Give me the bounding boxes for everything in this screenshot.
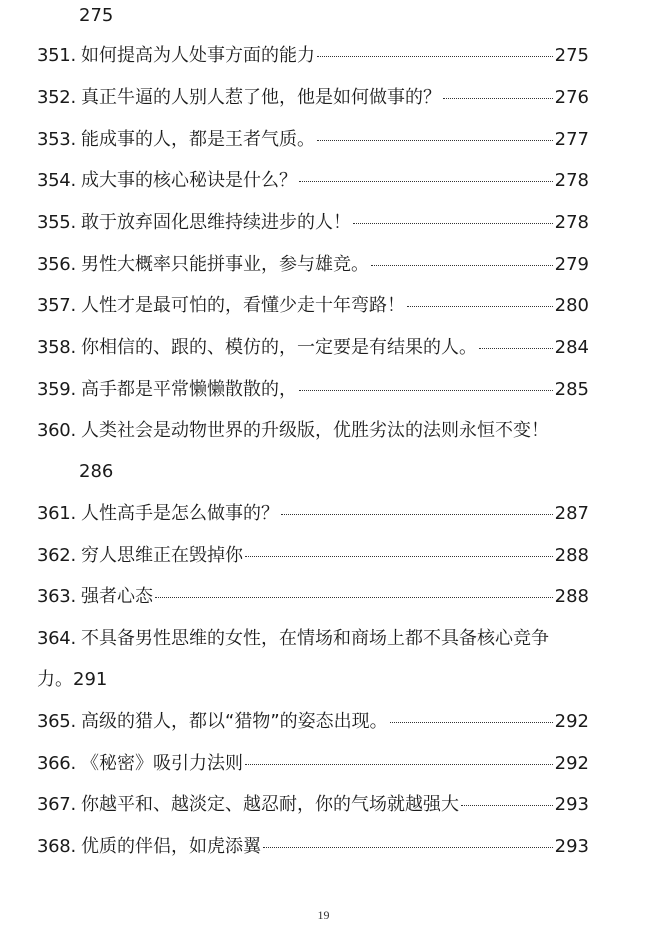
toc-entry-number: 359.	[37, 379, 76, 400]
toc-entry-title: 男性大概率只能拼事业，参与雄竞。	[81, 254, 369, 275]
dot-leader	[299, 390, 553, 391]
dot-leader	[245, 764, 553, 765]
toc-entry-number: 367.	[37, 794, 76, 815]
toc-entry[interactable]	[37, 582, 589, 612]
toc-entry-title: 高级的猎人，都以“猎物”的姿态出现。	[81, 711, 388, 732]
toc-entry-title-continued: 力。	[37, 669, 73, 690]
toc-entry-title: 能成事的人，都是王者气质。	[81, 129, 315, 150]
dot-leader	[407, 306, 553, 307]
toc-entry[interactable]	[37, 166, 589, 196]
toc-entry-page: 292	[554, 753, 589, 774]
toc-entry-page: 288	[554, 545, 589, 566]
toc-entry-page: 278	[554, 212, 589, 233]
toc-entry-number: 360.	[37, 420, 76, 441]
toc-entry-title: 成大事的核心秘诀是什么？	[81, 170, 297, 191]
toc-entry-number: 361.	[37, 503, 76, 524]
toc-entry-number: 365.	[37, 711, 76, 732]
toc-entry-number: 357.	[37, 295, 76, 316]
toc-entry-page: 292	[554, 711, 589, 732]
toc-entry-page: 286	[79, 461, 114, 482]
toc-entry[interactable]	[37, 749, 589, 779]
toc-entry-title: 人类社会是动物世界的升级版，优胜劣汰的法则永恒不变！	[81, 420, 549, 441]
toc-entry-title: 《秘密》吸引力法则	[81, 753, 243, 774]
dot-leader	[390, 722, 553, 723]
toc-entry-title: 不具备男性思维的女性，在情场和商场上都不具备核心竞争	[81, 628, 549, 649]
toc-entry-title: 高手都是平常懒懒散散的，	[81, 379, 297, 400]
toc-entry-title: 敢于放弃固化思维持续进步的人！	[81, 212, 351, 233]
toc-entry-title: 人性高手是怎么做事的？	[81, 503, 279, 524]
toc-entry[interactable]	[37, 707, 589, 737]
toc-entry-number: 352.	[37, 87, 76, 108]
toc-entry-number: 353.	[37, 129, 76, 150]
toc-entry[interactable]	[37, 790, 589, 820]
toc-entry-number: 354.	[37, 170, 76, 191]
dot-leader	[461, 805, 553, 806]
toc-entry-number: 366.	[37, 753, 76, 774]
toc-entry-title: 你相信的、跟的、模仿的，一定要是有结果的人。	[81, 337, 477, 358]
toc-entry-title: 优质的伴侣，如虎添翼	[81, 836, 261, 857]
toc-entry-continuation	[79, 457, 113, 487]
toc-entry[interactable]	[37, 333, 589, 363]
toc-entry[interactable]	[37, 541, 589, 571]
toc-entry-page: 276	[554, 87, 589, 108]
dot-leader	[479, 348, 553, 349]
toc-entry-number: 356.	[37, 254, 76, 275]
toc-entry-page: 293	[554, 794, 589, 815]
toc-entry-page: 287	[554, 503, 589, 524]
toc-entry-page: 284	[554, 337, 589, 358]
toc-entry-number: 363.	[37, 586, 76, 607]
dot-leader	[353, 223, 553, 224]
toc-entry[interactable]	[37, 208, 589, 238]
toc-entry[interactable]	[37, 291, 589, 321]
toc-entry-title: 你越平和、越淡定、越忍耐，你的气场就越强大	[81, 794, 459, 815]
toc-entry-number: 364.	[37, 628, 76, 649]
toc-entry-title: 穷人思维正在毁掉你	[81, 545, 243, 566]
toc-entry[interactable]	[37, 83, 589, 113]
toc-entry-number: 358.	[37, 337, 76, 358]
dot-leader	[371, 265, 553, 266]
toc-entry-number: 368.	[37, 836, 76, 857]
toc-entry[interactable]	[37, 624, 589, 654]
dot-leader	[317, 140, 553, 141]
toc-entry[interactable]	[37, 41, 589, 71]
toc-entry-page: 275	[554, 45, 589, 66]
toc-entry-title: 真正牛逼的人别人惹了他，他是如何做事的？	[81, 87, 441, 108]
toc-entry-page: 277	[554, 129, 589, 150]
dot-leader	[317, 56, 553, 57]
toc-entry-number: 351.	[37, 45, 76, 66]
toc-entry[interactable]	[37, 832, 589, 862]
toc-entry-page: 278	[554, 170, 589, 191]
dot-leader	[281, 514, 553, 515]
toc-entry-title: 人性才是最可怕的，看懂少走十年弯路！	[81, 295, 405, 316]
toc-entry-continuation	[37, 665, 107, 695]
toc-entry[interactable]	[37, 499, 589, 529]
page-number: 19	[317, 908, 330, 922]
dot-leader	[299, 181, 553, 182]
dot-leader	[263, 847, 553, 848]
dot-leader	[245, 556, 553, 557]
toc-entry-number: 362.	[37, 545, 76, 566]
toc-entry[interactable]	[37, 416, 589, 446]
toc-entry-number: 355.	[37, 212, 76, 233]
toc-entry-page: 279	[554, 254, 589, 275]
dot-leader	[443, 98, 553, 99]
toc-entry-page: 291	[73, 669, 108, 690]
toc-entry-title: 强者心态	[81, 586, 153, 607]
toc-entry-title: 如何提高为人处事方面的能力	[81, 45, 315, 66]
toc-entry-page: 280	[554, 295, 589, 316]
toc-entry-page: 285	[554, 379, 589, 400]
toc-entry[interactable]	[37, 250, 589, 280]
dot-leader	[155, 597, 553, 598]
toc-entry[interactable]	[37, 125, 589, 155]
toc-entry-page: 293	[554, 836, 589, 857]
toc-entry[interactable]	[37, 375, 589, 405]
continued-page-number: 275	[79, 5, 114, 26]
toc-entry-page: 288	[554, 586, 589, 607]
